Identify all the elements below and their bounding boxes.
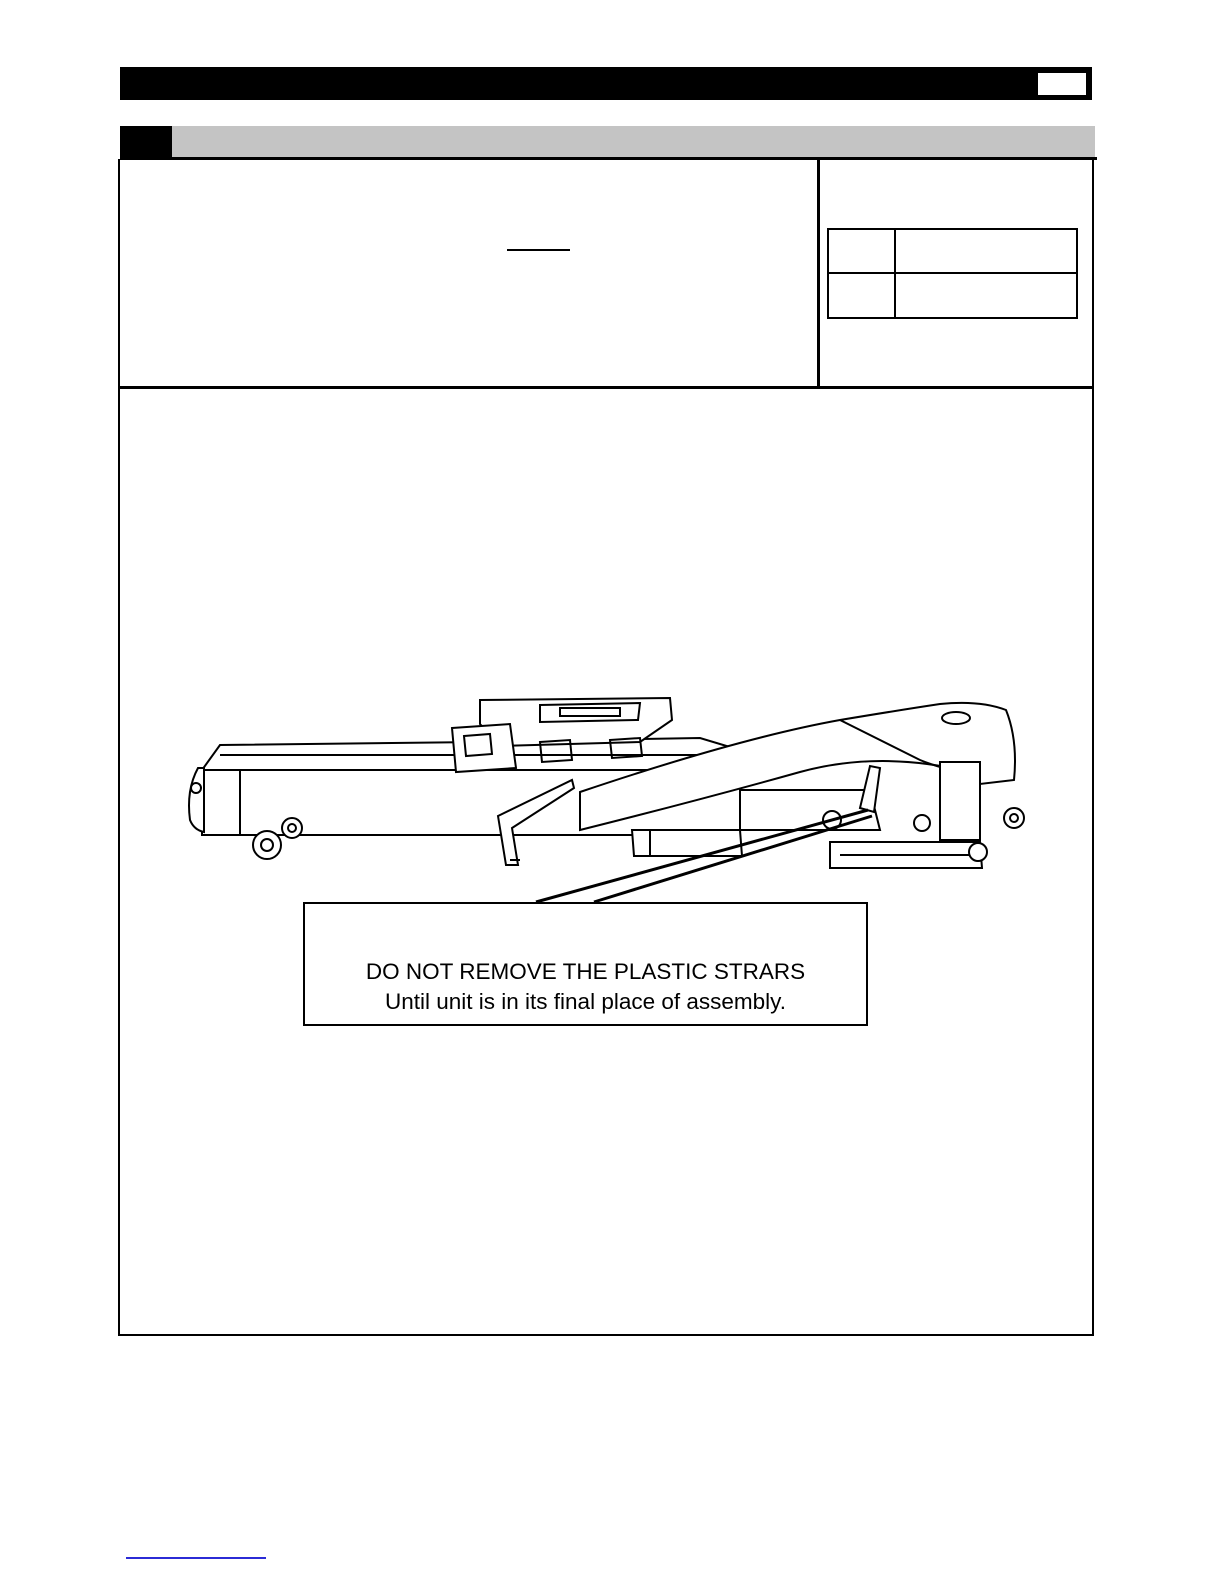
treadmill-illustration	[180, 680, 1060, 910]
callout-instruction-line: Until unit is in its final place of assembly.	[384, 989, 786, 1014]
footer-link-underline[interactable]	[126, 1557, 266, 1559]
callout-warning-line: DO NOT REMOVE THE PLASTIC STRARS	[365, 959, 806, 984]
panel-divider	[817, 159, 820, 388]
parts-table	[827, 228, 1078, 319]
section-header-bar	[120, 126, 1095, 159]
section-number-tab	[120, 126, 172, 159]
parts-table-row	[829, 230, 1076, 274]
page-header-bar	[120, 67, 1092, 100]
parts-table-row	[829, 273, 1076, 317]
page-number-box	[1038, 73, 1086, 95]
underline-mark	[507, 249, 570, 251]
warning-callout	[303, 902, 868, 1026]
